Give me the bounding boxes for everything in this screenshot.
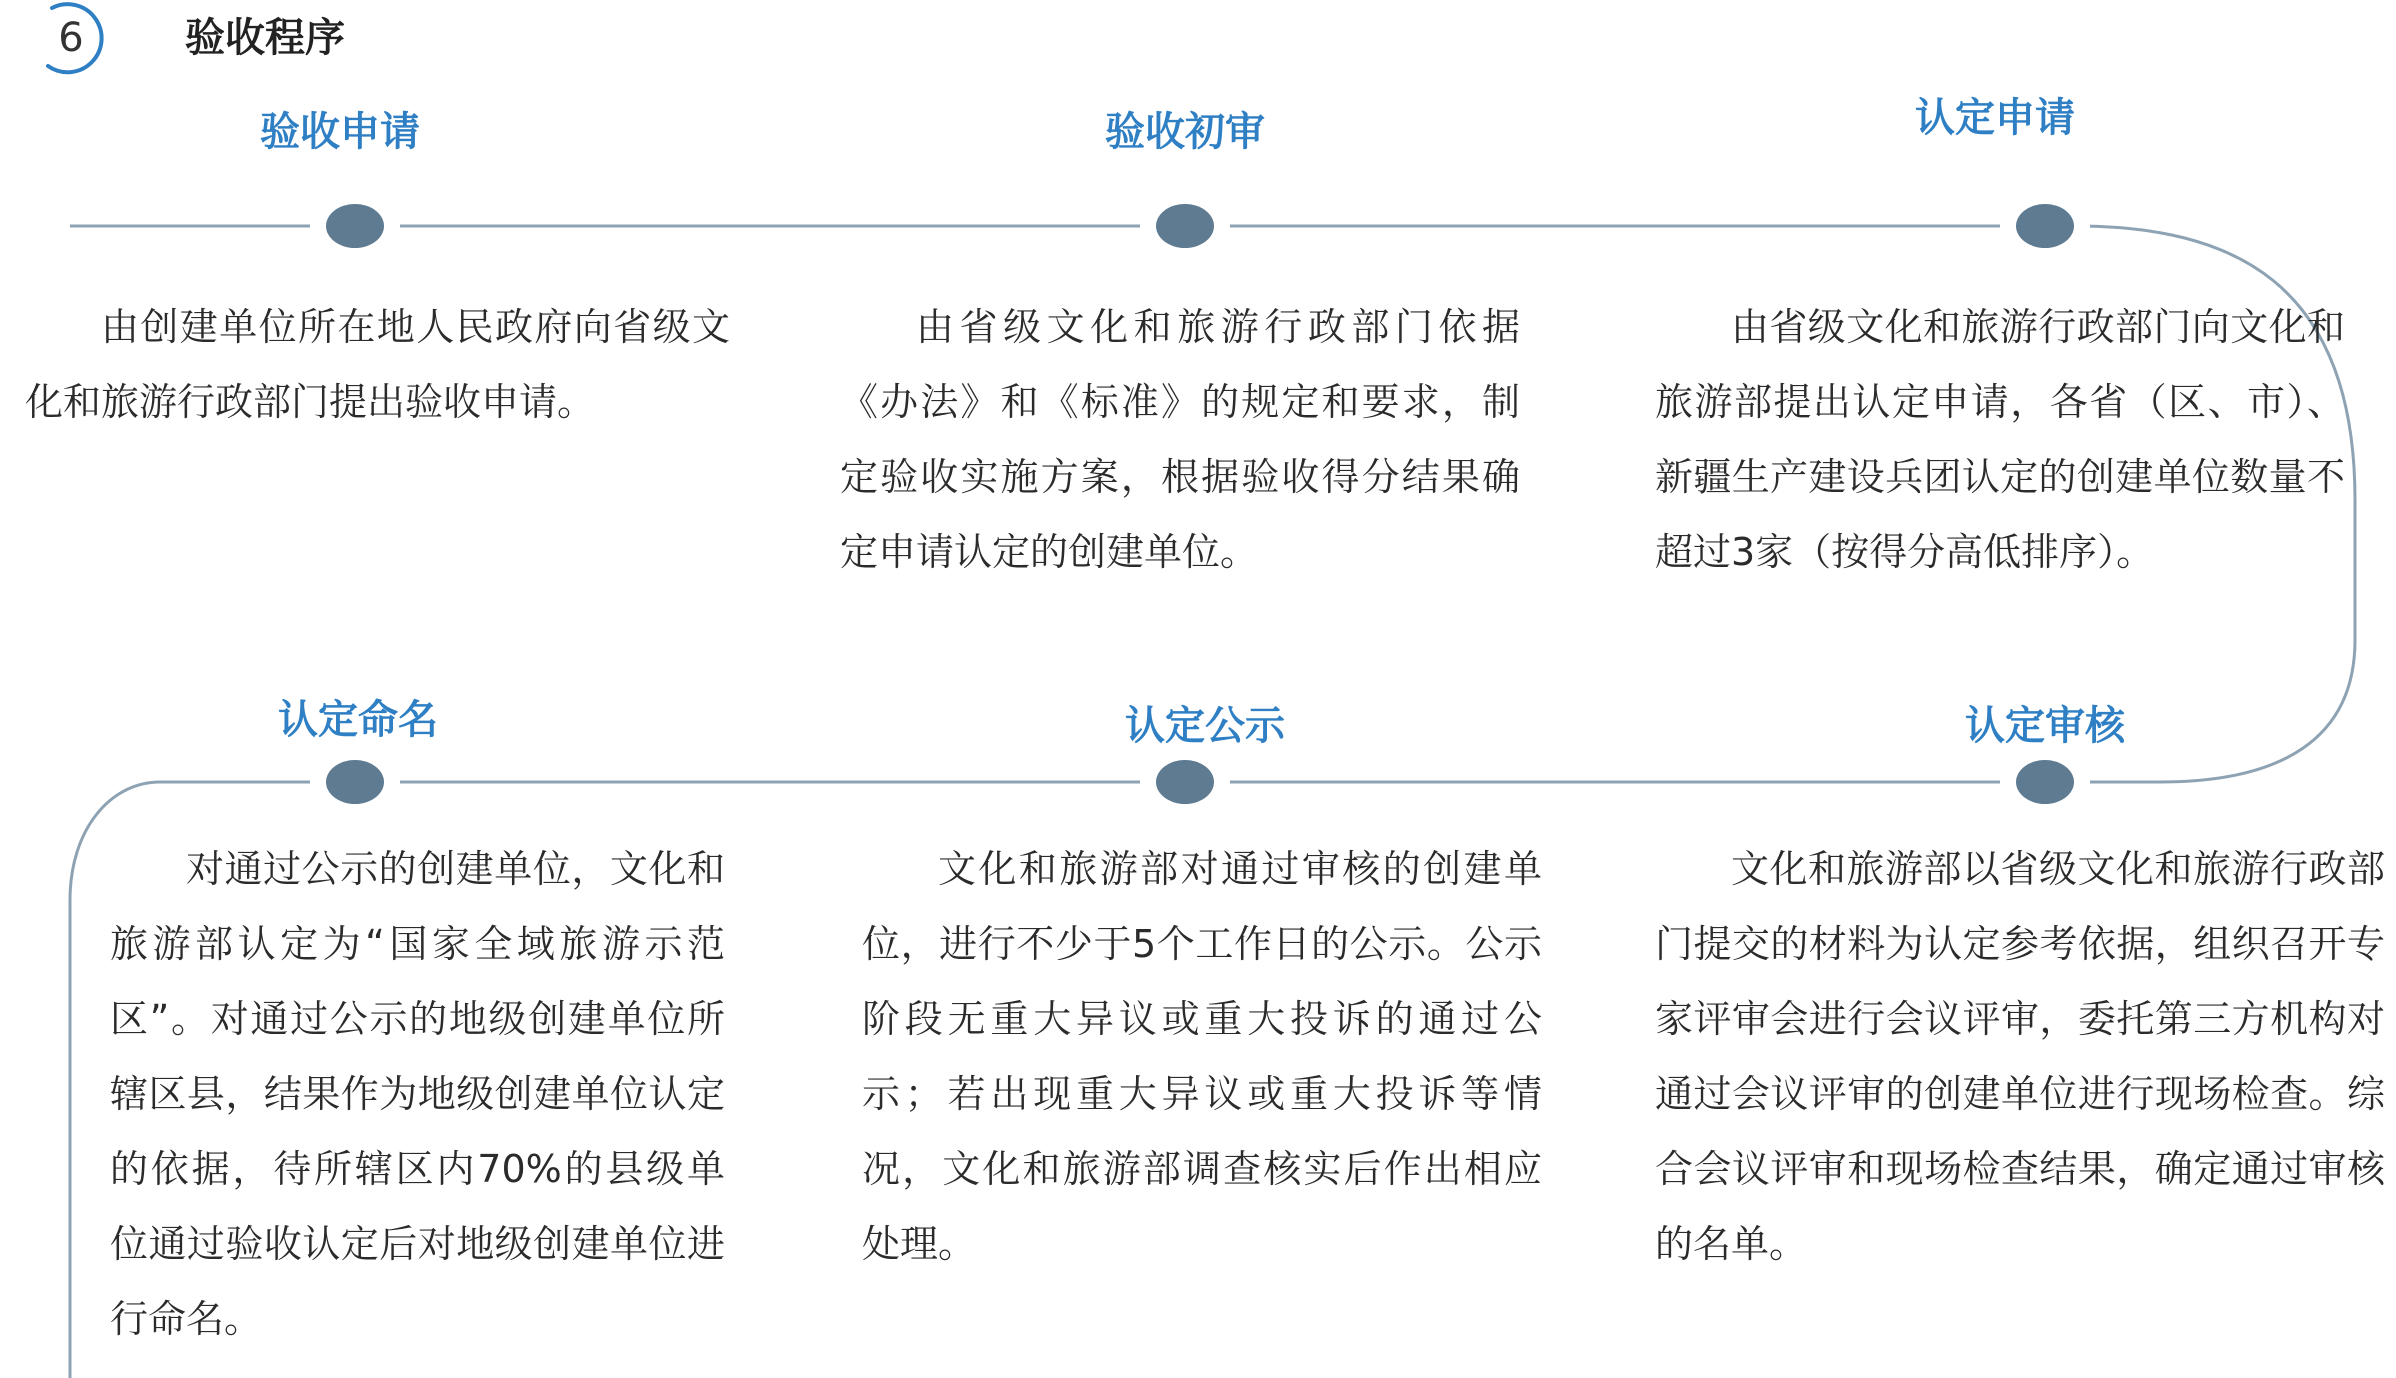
section-title: 验收程序: [185, 15, 345, 61]
flow-node-5: [1156, 760, 1214, 804]
step-desc-preliminary-review: 由省级文化和旅游行政部门依据《办法》和《标准》的规定和要求，制定验收实施方案，根据验收得分结果确定申请认定的创建单位。: [840, 305, 1520, 574]
flow-node-3: [2016, 204, 2074, 248]
step-title-certification-naming: 认定命名: [278, 697, 438, 743]
step-desc-certification-application: 由省级文化和旅游行政部门向文化和旅游部提出认定申请，各省（区、市）、新疆生产建设兵团认定的创建单位数量不超过3家（按得分高低排序）。: [1655, 305, 2345, 574]
step-desc-certification-publicity: 文化和旅游部对通过审核的创建单位，进行不少于5个工作日的公示。公示阶段无重大异议或重大投诉的通过公示；若出现重大异议或重大投诉等情况，文化和旅游部调查核实后作出相应处理。: [862, 847, 1542, 1266]
flow-node-2: [1156, 204, 1214, 248]
flow-node-1: [326, 204, 384, 248]
step-desc-acceptance-application: 由创建单位所在地人民政府向省级文化和旅游行政部门提出验收申请。: [25, 305, 730, 424]
flow-node-6: [326, 760, 384, 804]
step-desc-certification-review: 文化和旅游部以省级文化和旅游行政部门提交的材料为认定参考依据，组织召开专家评审会进行会议评审，委托第三方机构对通过会议评审的创建单位进行现场检查。综合会议评审和现场检查结果，确定通过审核的名单。: [1655, 847, 2385, 1266]
flow-node-4: [2016, 760, 2074, 804]
step-title-certification-review: 认定审核: [1965, 703, 2125, 749]
step-title-certification-application: 认定申请: [1915, 95, 2075, 141]
section-number: 6: [58, 15, 84, 61]
step-title-preliminary-review: 验收初审: [1105, 109, 1265, 155]
step-title-acceptance-application: 验收申请: [260, 109, 420, 155]
step-title-certification-publicity: 认定公示: [1125, 703, 1285, 749]
step-desc-certification-naming: 对通过公示的创建单位，文化和旅游部认定为“国家全域旅游示范区”。对通过公示的地级创建单位所辖区县，结果作为地级创建单位认定的依据，待所辖区内70%的县级单位通过验收认定后对地级创建单位进行命名。: [110, 847, 725, 1341]
